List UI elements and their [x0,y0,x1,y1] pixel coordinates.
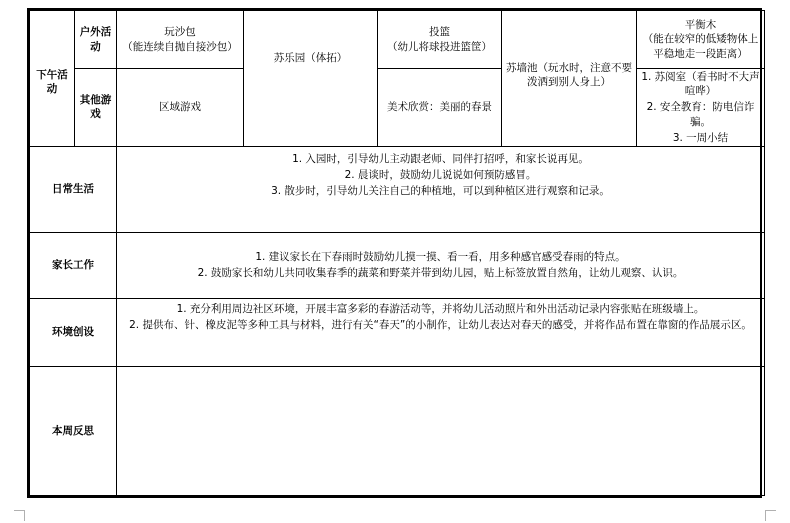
outdoor-fri: 平衡木 （能在较窄的低矮物体上平稳地走一段距离） [637,11,765,69]
outdoor-thu: 苏墙池（玩水时，注意不要泼洒到别人身上） [502,11,637,147]
other-fri-item: 2. 安全教育：防电信诈骗。 [646,101,755,128]
environment-item: 2. 提供布、针、橡皮泥等多种工具与材料，进行有关“春天”的小制作，让幼儿表达对春天的感受，并将作品布置在靠窗的作品展示区。 [129,319,752,332]
environment-row [30,298,765,366]
afternoon-section-label: 下午活动 [30,11,75,147]
environment-label: 环境创设 [30,298,117,366]
other-mon: 区域游戏 [117,69,244,147]
parents-label: 家长工作 [30,232,117,298]
daily-life-item: 2. 晨谈时，鼓励幼儿说说如何预防感冒。 [344,169,537,182]
reflection-row [30,366,765,495]
environment-item: 1. 充分利用周边社区环境，开展丰富多彩的春游活动等，并将幼儿活动照片和外出活动记录内容张贴在班级墙上。 [176,302,705,315]
daily-life-item: 1. 入园时，引导幼儿主动跟老师、同伴打招呼，和家长说再见。 [292,152,589,165]
afternoon-other-row [30,69,765,147]
outdoor-wed: 投篮 （幼儿将球投进篮筐） [378,11,502,69]
reflection-label: 本周反思 [30,366,117,495]
parents-item: 1. 建议家长在下春雨时鼓励幼儿摸一摸、看一看，用多种感官感受春雨的特点。 [255,251,626,264]
parents-content [117,232,765,298]
page-corner-marker [765,510,776,521]
other-fri-item: 1. 苏阅室（看书时不大声喧哗） [641,71,760,98]
outdoor-mon: 玩沙包 （能连续自抛自接沙包） [117,11,244,69]
reflection-content[interactable] [117,366,765,495]
daily-life-content [117,146,765,232]
daily-life-row [30,146,765,232]
page-corner-marker [14,510,25,521]
outdoor-label: 户外活动 [75,11,117,69]
other-games-label: 其他游戏 [75,69,117,147]
environment-content [117,298,765,366]
parents-item: 2. 鼓励家长和幼儿共同收集春季的蔬菜和野菜并带到幼儿园，贴上标签放置自然角，让幼儿观察、认识。 [197,267,684,280]
other-wed: 美术欣赏：美丽的春景 [378,69,502,147]
other-fri-item: 3. 一周小结 [672,131,729,144]
other-fri [637,69,765,147]
daily-life-label: 日常生活 [30,146,117,232]
parents-row [30,232,765,298]
weekly-plan-sheet [27,8,762,498]
outdoor-tue: 苏乐园（体拓） [244,11,378,147]
weekly-plan-table [29,10,765,496]
daily-life-item: 3. 散步时，引导幼儿关注自己的种植地，可以到种植区进行观察和记录。 [271,185,610,198]
afternoon-outdoor-row [30,11,765,69]
